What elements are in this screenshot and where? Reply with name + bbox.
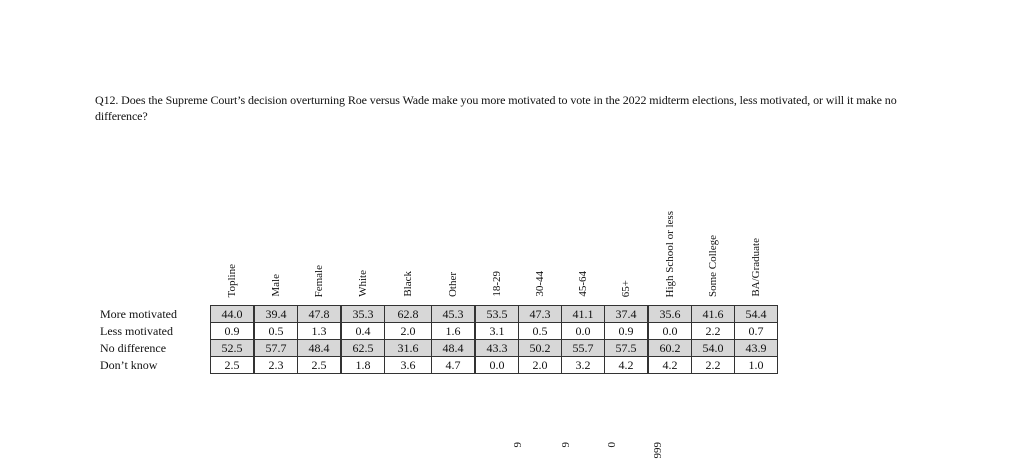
- column-header: Other: [447, 271, 460, 297]
- partial-column-header: 0: [606, 442, 618, 448]
- table-cell: 62.8: [385, 306, 432, 323]
- table-cell: 2.2: [692, 357, 735, 374]
- column-header: Topline: [226, 263, 239, 297]
- partial-column-header: 9: [560, 442, 572, 448]
- table-cell: 3.2: [562, 357, 605, 374]
- table-cell: 2.5: [298, 357, 342, 374]
- table-cell: 0.9: [605, 323, 649, 340]
- column-header: White: [356, 270, 369, 297]
- table-cell: 1.8: [341, 357, 385, 374]
- table-cell: 62.5: [341, 340, 385, 357]
- column-header: 65+: [620, 279, 633, 297]
- table-cell: 54.4: [735, 306, 778, 323]
- table-cell: 48.4: [298, 340, 342, 357]
- table-cell: 0.7: [735, 323, 778, 340]
- table-cell: 47.3: [519, 306, 562, 323]
- table-cell: 2.2: [692, 323, 735, 340]
- column-header: Female: [313, 264, 326, 297]
- column-header: Some College: [707, 234, 719, 297]
- table-cell: 41.1: [562, 306, 605, 323]
- table-cell: 3.6: [385, 357, 432, 374]
- table-row: [100, 340, 778, 357]
- table-cell: 31.6: [385, 340, 432, 357]
- table-cell: 60.2: [648, 340, 692, 357]
- table-cell: 43.9: [735, 340, 778, 357]
- table-cell: 35.3: [341, 306, 385, 323]
- table-cell: 2.0: [519, 357, 562, 374]
- column-header-row: [100, 175, 778, 306]
- table-cell: 35.6: [648, 306, 692, 323]
- table-row: [100, 306, 778, 323]
- table-cell: 57.7: [254, 340, 298, 357]
- table-cell: 4.2: [605, 357, 649, 374]
- partial-column-header: 999: [652, 442, 664, 459]
- table-cell: 0.0: [648, 323, 692, 340]
- table-cell: 45.3: [432, 306, 476, 323]
- table-cell: 48.4: [432, 340, 476, 357]
- table-cell: 55.7: [562, 340, 605, 357]
- table-cell: 4.7: [432, 357, 476, 374]
- table-cell: 39.4: [254, 306, 298, 323]
- column-header: Black: [402, 271, 414, 297]
- table-cell: 0.5: [254, 323, 298, 340]
- partial-column-header: 9: [512, 442, 524, 448]
- column-header: BA/Graduate: [750, 238, 762, 297]
- table-cell: 37.4: [605, 306, 649, 323]
- table-cell: 0.9: [211, 323, 255, 340]
- row-label: No difference: [100, 340, 167, 355]
- table-cell: 0.4: [341, 323, 385, 340]
- table-cell: 53.5: [475, 306, 519, 323]
- column-header: Male: [269, 274, 282, 297]
- table-cell: 1.0: [735, 357, 778, 374]
- table-cell: 0.0: [475, 357, 519, 374]
- table-cell: 1.6: [432, 323, 476, 340]
- row-label: More motivated: [100, 306, 177, 321]
- table-cell: 2.3: [254, 357, 298, 374]
- question-text: Q12. Does the Supreme Court’s decision overturning Roe versus Wade make you more motivated to vote in the 2022 midterm elections, less motivated, or will it make no difference?: [95, 93, 897, 123]
- row-header-spacer: [100, 175, 211, 306]
- table-cell: 41.6: [692, 306, 735, 323]
- table-cell: 43.3: [475, 340, 519, 357]
- table-cell: 4.2: [648, 357, 692, 374]
- table-cell: 0.5: [519, 323, 562, 340]
- table-cell: 54.0: [692, 340, 735, 357]
- column-header: 45-64: [577, 271, 589, 297]
- table-cell: 44.0: [211, 306, 255, 323]
- row-label: Less motivated: [100, 323, 173, 338]
- row-label: Don’t know: [100, 357, 158, 372]
- column-header: High School or less: [663, 210, 676, 297]
- column-header: 18-29: [490, 271, 503, 297]
- table-cell: 3.1: [475, 323, 519, 340]
- table-row: [100, 323, 778, 340]
- table-row: [100, 357, 778, 374]
- table-cell: 50.2: [519, 340, 562, 357]
- table-cell: 2.0: [385, 323, 432, 340]
- table-cell: 47.8: [298, 306, 342, 323]
- column-header: 30-44: [534, 271, 546, 297]
- table-cell: 0.0: [562, 323, 605, 340]
- table-cell: 1.3: [298, 323, 342, 340]
- table-cell: 2.5: [211, 357, 255, 374]
- table-cell: 57.5: [605, 340, 649, 357]
- table-cell: 52.5: [211, 340, 255, 357]
- crosstab-table: [100, 175, 778, 374]
